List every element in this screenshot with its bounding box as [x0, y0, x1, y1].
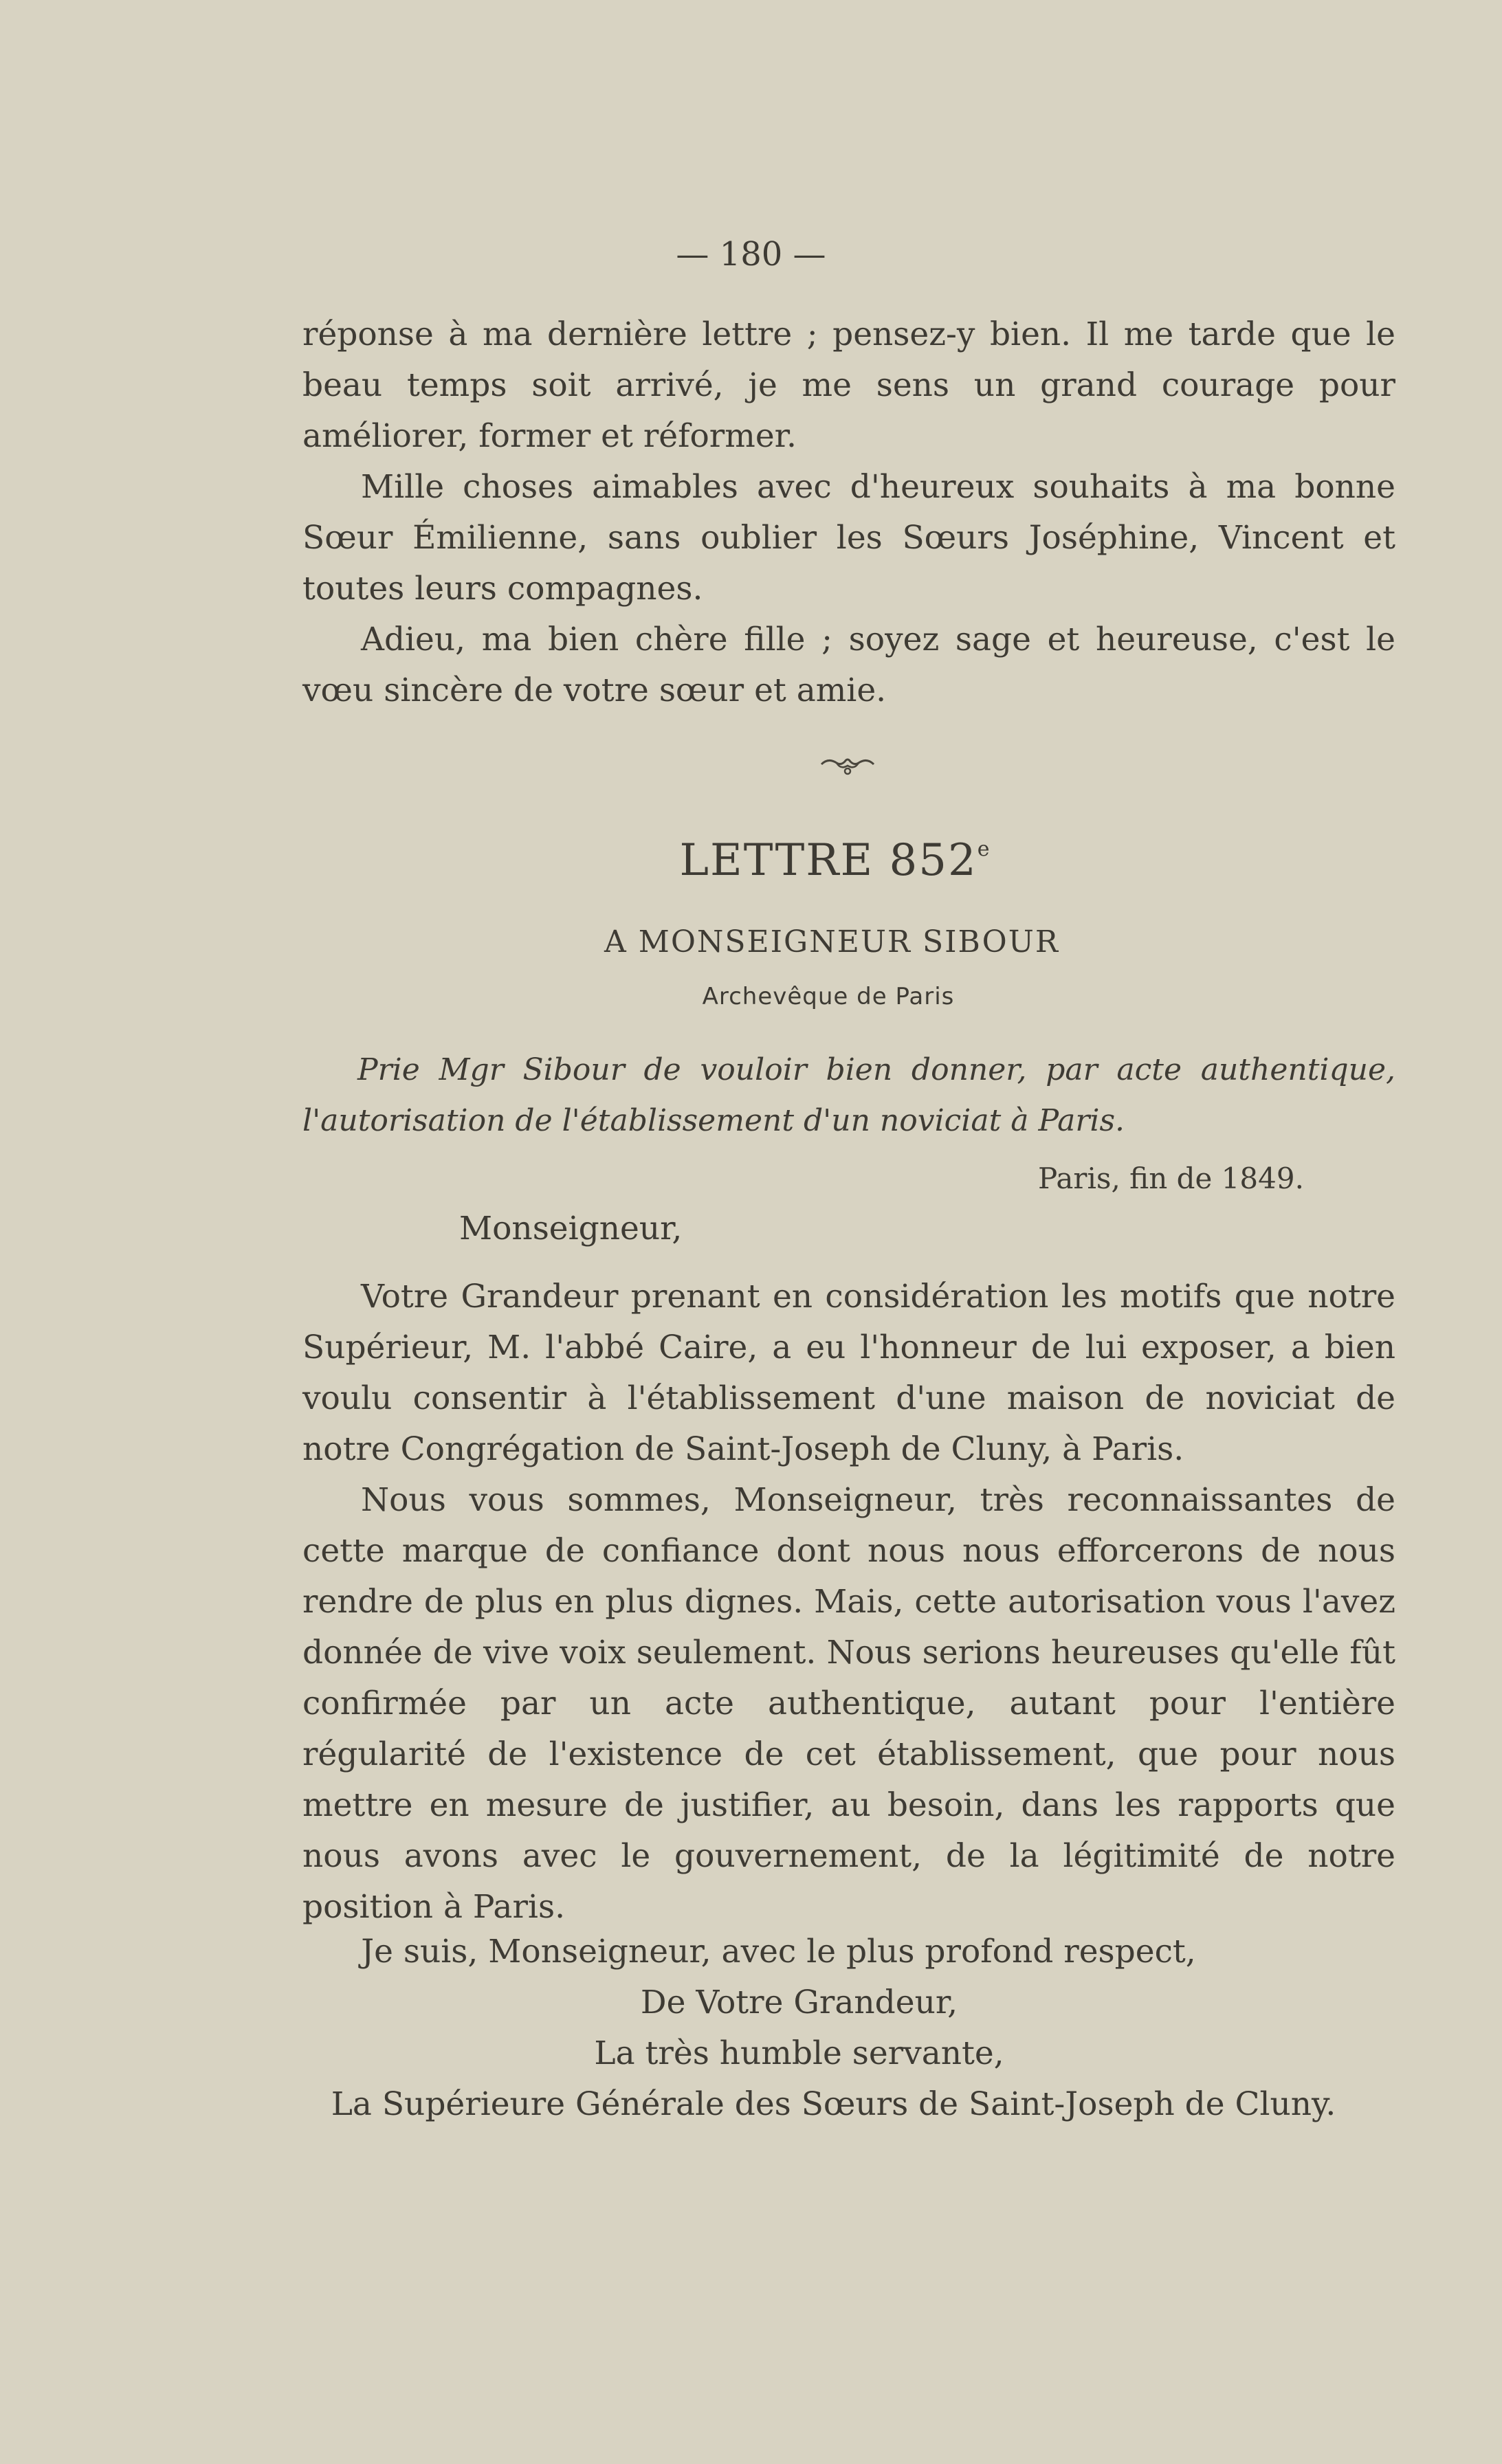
closing-line: Je suis, Monseigneur, avec le plus profond respect,	[361, 1933, 1196, 1971]
paragraph: Adieu, ma bien chère fille ; soyez sage et heureuse, c'est le vœu sincère de votre sœur et amie.	[302, 621, 1395, 709]
ornament-divider-icon	[820, 751, 875, 778]
recipient-title: Archevêque de Paris	[702, 983, 955, 1010]
letter-summary: Prie Mgr Sibour de vouloir bien donner, par acte authentique, l'autorisation de l'établissement d'un noviciat à Paris.	[302, 1052, 1395, 1138]
letter-title	[0, 835, 1502, 886]
closing-line: La très humble servante,	[594, 2034, 1004, 2072]
paragraph: réponse à ma dernière lettre ; pensez-y bien. Il me tarde que le beau temps soit arrivé, je me sens un grand courage pour améliorer, former et réformer.	[302, 315, 1395, 455]
page-number: — 180 —	[676, 235, 826, 274]
salutation: Monseigneur,	[459, 1210, 683, 1247]
signature-line: La Supérieure Générale des Sœurs de Saint-Joseph de Cluny.	[331, 2085, 1336, 2123]
paragraph: Nous vous sommes, Monseigneur, très reconnaissantes de cette marque de confiance dont nous nous efforcerons de nous rendre de plus en plus dignes. Mais, cette autorisation vous l'avez donnée de vive voix seulement. Nous serions heureuses qu'elle fût confirmée par un acte authentique, autant pour l'entière régularité de l'existence de cet établissement, que pour nous mettre en mesure de justifier, au besoin, dans les rapports que nous avons avec le gouvernement, de la légitimité de notre position à Paris.	[302, 1481, 1395, 1926]
letter-title-suffix: e	[977, 837, 991, 861]
closing-line: De Votre Grandeur,	[640, 1984, 958, 2021]
letter-body	[302, 1272, 1395, 1933]
letter-title-text: LETTRE 852	[679, 835, 978, 886]
paragraph: Mille choses aimables avec d'heureux souhaits à ma bonne Sœur Émilienne, sans oublier les Sœurs Joséphine, Vincent et toutes leurs compagnes.	[302, 468, 1395, 608]
opening-text	[302, 309, 1395, 716]
place-date: Paris, fin de 1849.	[1038, 1162, 1304, 1195]
paragraph: Votre Grandeur prenant en considération les motifs que notre Supérieur, M. l'abbé Caire, a eu l'honneur de lui exposer, a bien voulu consentir à l'établissement d'une maison de noviciat de notre Congrégation de Saint-Joseph de Cluny, à Paris.	[302, 1278, 1395, 1468]
recipient: A MONSEIGNEUR SIBOUR	[604, 924, 1059, 959]
